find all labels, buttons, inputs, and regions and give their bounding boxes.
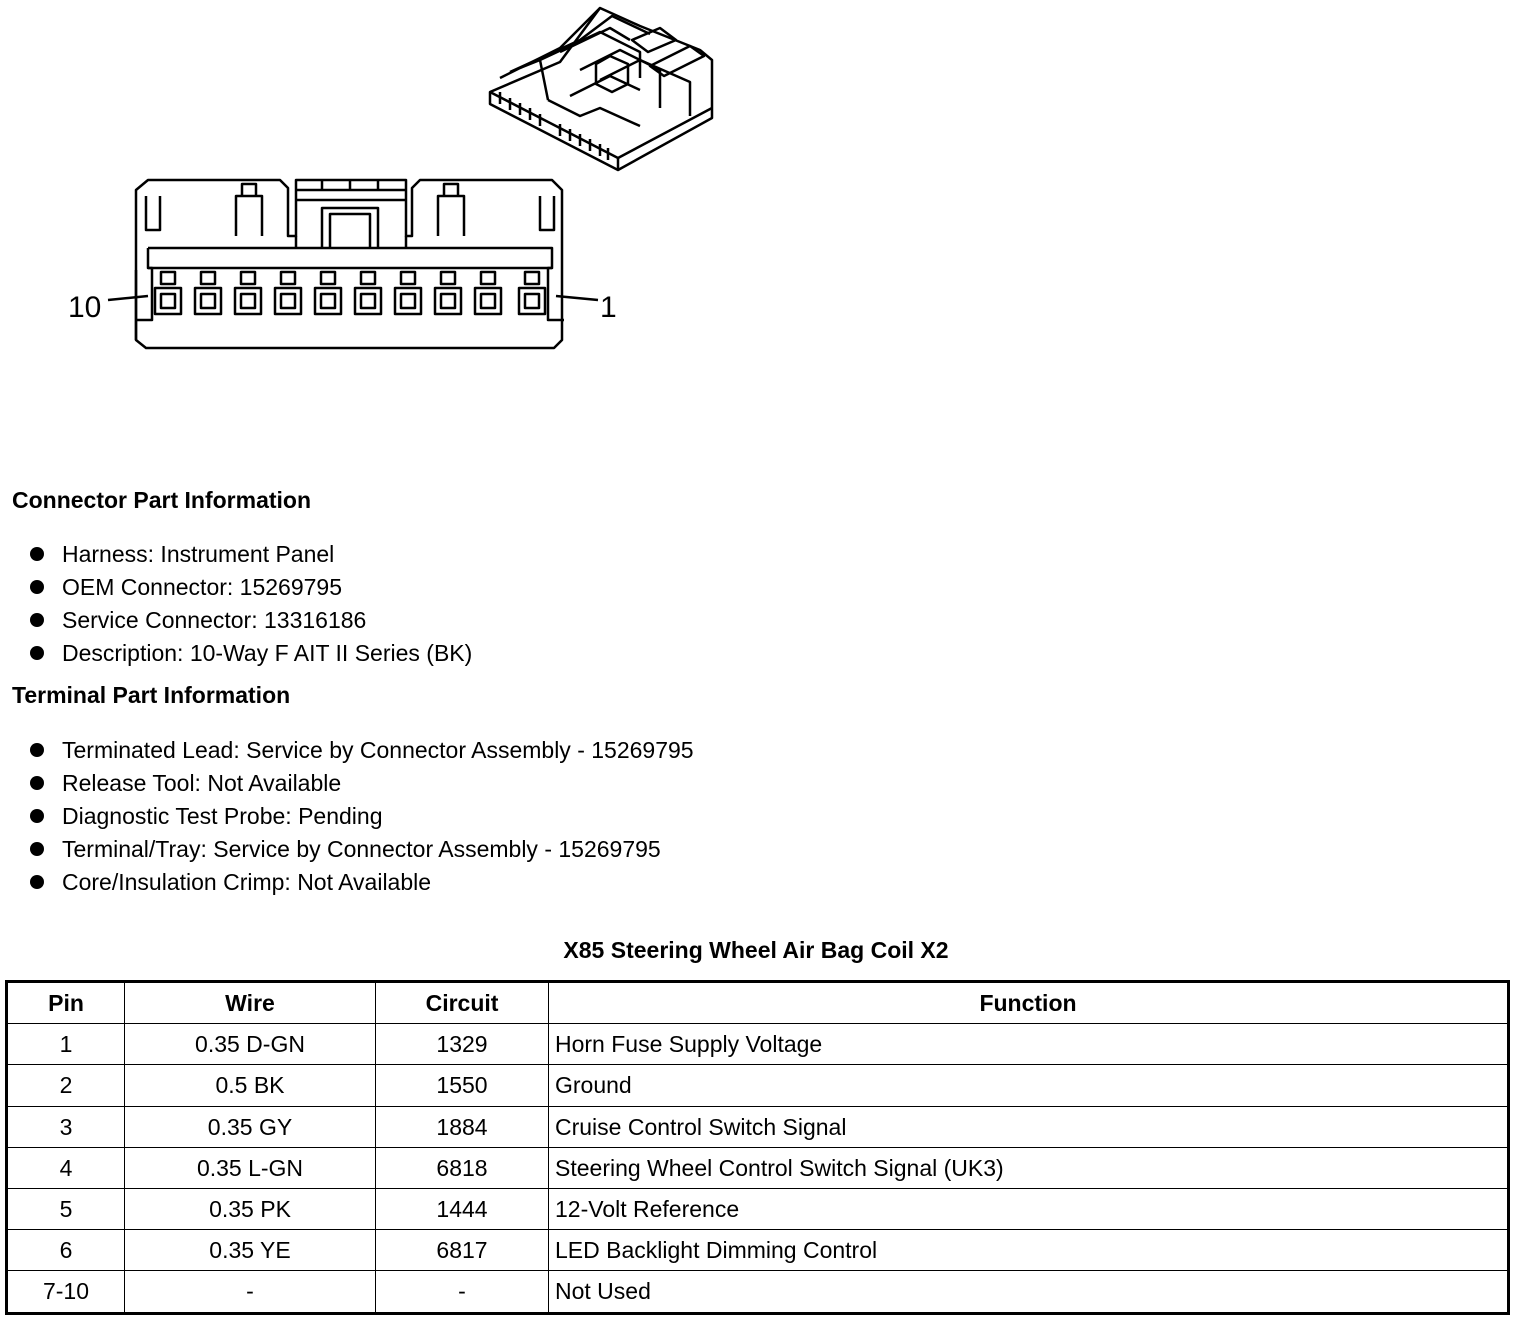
wire-column-header: Wire bbox=[125, 982, 376, 1024]
function-column-header: Function bbox=[549, 982, 1509, 1024]
pin-10-label: 10 bbox=[68, 291, 102, 324]
pin-column-header: Pin bbox=[7, 982, 125, 1024]
table-row bbox=[7, 1230, 1509, 1271]
circuit-cell: - bbox=[376, 1271, 549, 1313]
oem-connector-text: OEM Connector: 15269795 bbox=[62, 573, 343, 600]
table-row bbox=[7, 1065, 1509, 1106]
table-header-row bbox=[7, 982, 1509, 1024]
pin-cell: 1 bbox=[7, 1024, 125, 1065]
terminal-cavities bbox=[155, 272, 545, 314]
function-cell: LED Backlight Dimming Control bbox=[549, 1230, 1509, 1271]
description-text: Description: 10-Way F AIT II Series (BK) bbox=[62, 639, 473, 666]
list-item bbox=[30, 866, 694, 899]
list-item bbox=[30, 538, 472, 571]
pin-cell: 4 bbox=[7, 1147, 125, 1188]
connector-part-info-list bbox=[30, 538, 472, 670]
circuit-cell: 1550 bbox=[376, 1065, 549, 1106]
circuit-cell: 1884 bbox=[376, 1106, 549, 1147]
list-item bbox=[30, 767, 694, 800]
wire-cell: 0.35 YE bbox=[125, 1230, 376, 1271]
bullet-icon bbox=[30, 613, 44, 627]
service-connector-text: Service Connector: 13316186 bbox=[62, 606, 367, 633]
terminal-part-info-heading: Terminal Part Information bbox=[12, 682, 291, 708]
circuit-cell: 1444 bbox=[376, 1188, 549, 1229]
bullet-icon bbox=[30, 875, 44, 889]
list-item bbox=[30, 833, 694, 866]
list-item bbox=[30, 571, 472, 604]
function-cell: Horn Fuse Supply Voltage bbox=[549, 1024, 1509, 1065]
wire-cell: 0.35 D-GN bbox=[125, 1024, 376, 1065]
terminated-lead-text: Terminated Lead: Service by Connector Assembly - 15269795 bbox=[62, 737, 694, 763]
connector-part-info-heading: Connector Part Information bbox=[12, 487, 312, 513]
circuit-cell: 6817 bbox=[376, 1230, 549, 1271]
function-cell: Steering Wheel Control Switch Signal (UK3) bbox=[549, 1147, 1509, 1188]
function-cell: Ground bbox=[549, 1065, 1509, 1106]
circuit-cell: 6818 bbox=[376, 1147, 549, 1188]
terminal-tray-text: Terminal/Tray: Service by Connector Assembly - 15269795 bbox=[62, 835, 661, 862]
list-item bbox=[30, 604, 472, 637]
pin-10-leader-line bbox=[108, 296, 148, 300]
bullet-icon bbox=[30, 547, 44, 561]
core-insulation-crimp-text: Core/Insulation Crimp: Not Available bbox=[62, 868, 432, 895]
pin-cell: 5 bbox=[7, 1188, 125, 1229]
circuit-cell: 1329 bbox=[376, 1024, 549, 1065]
table-row bbox=[7, 1271, 1509, 1313]
function-cell: Not Used bbox=[549, 1271, 1509, 1313]
diagnostic-probe-text: Diagnostic Test Probe: Pending bbox=[62, 802, 383, 829]
list-item bbox=[30, 734, 694, 767]
pin-table bbox=[5, 980, 1510, 1315]
circuit-column-header: Circuit bbox=[376, 982, 549, 1024]
terminal-part-info-list bbox=[30, 734, 694, 898]
pin-cell: 2 bbox=[7, 1065, 125, 1106]
release-tool-text: Release Tool: Not Available bbox=[62, 769, 342, 796]
function-cell: Cruise Control Switch Signal bbox=[549, 1106, 1509, 1147]
wire-cell: 0.35 GY bbox=[125, 1106, 376, 1147]
bullet-icon bbox=[30, 580, 44, 594]
connector-3d-view bbox=[490, 8, 712, 170]
connector-front-view bbox=[136, 180, 564, 348]
table-row bbox=[7, 1147, 1509, 1188]
bullet-icon bbox=[30, 776, 44, 790]
pin-1-label: 1 bbox=[600, 291, 617, 324]
pin-cell: 3 bbox=[7, 1106, 125, 1147]
wire-cell: 0.35 PK bbox=[125, 1188, 376, 1229]
wire-cell: 0.35 L-GN bbox=[125, 1147, 376, 1188]
table-row bbox=[7, 1188, 1509, 1229]
function-cell: 12-Volt Reference bbox=[549, 1188, 1509, 1229]
list-item bbox=[30, 637, 472, 670]
harness-text: Harness: Instrument Panel bbox=[62, 541, 335, 567]
bullet-icon bbox=[30, 743, 44, 757]
pin-table-title: X85 Steering Wheel Air Bag Coil X2 bbox=[563, 937, 949, 963]
connector-illustration bbox=[0, 0, 760, 370]
pin-cell: 6 bbox=[7, 1230, 125, 1271]
wire-cell: - bbox=[125, 1271, 376, 1313]
bullet-icon bbox=[30, 809, 44, 823]
connector-drawing bbox=[0, 0, 760, 370]
wire-cell: 0.5 BK bbox=[125, 1065, 376, 1106]
bullet-icon bbox=[30, 646, 44, 660]
bullet-icon bbox=[30, 842, 44, 856]
table-row bbox=[7, 1024, 1509, 1065]
table-row bbox=[7, 1106, 1509, 1147]
list-item bbox=[30, 800, 694, 833]
pin-cell: 7-10 bbox=[7, 1271, 125, 1313]
